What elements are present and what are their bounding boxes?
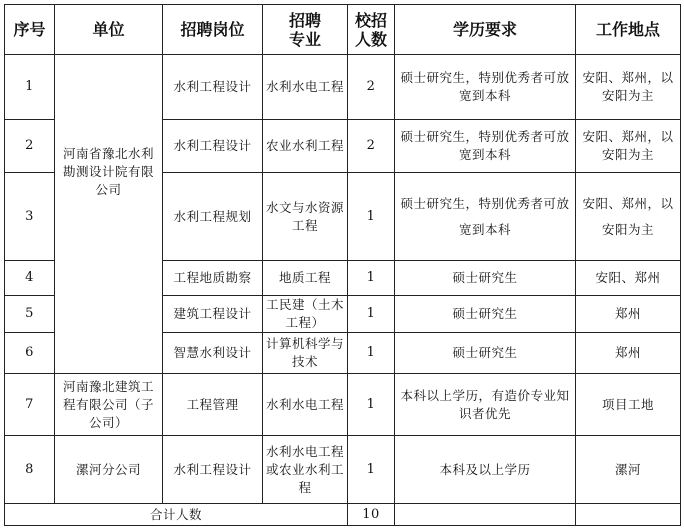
location-cell: 郑州	[576, 296, 681, 333]
position-cell: 工程地质勘察	[163, 261, 263, 296]
education-cell: 本科及以上学历	[395, 436, 576, 504]
education-cell: 硕士研究生，特别优秀者可放宽到本科	[395, 173, 576, 261]
row-index: 3	[5, 173, 55, 261]
header-position: 招聘岗位	[163, 5, 263, 55]
position-cell: 水利工程设计	[163, 436, 263, 504]
count-cell: 1	[348, 296, 395, 333]
major-cell: 农业水利工程	[263, 120, 348, 173]
row-index: 6	[5, 333, 55, 374]
header-count: 校招 人数	[348, 5, 395, 55]
location-cell: 安阳、郑州，以安阳为主	[576, 55, 681, 120]
major-cell: 工民建（土木工程）	[263, 296, 348, 333]
table-row	[5, 374, 681, 436]
total-row	[5, 504, 681, 526]
table-row	[5, 436, 681, 504]
major-cell: 水利水电工程	[263, 374, 348, 436]
education-cell: 硕士研究生	[395, 296, 576, 333]
location-cell: 安阳、郑州，以安阳为主	[576, 173, 681, 261]
major-cell: 计算机科学与技术	[263, 333, 348, 374]
count-cell: 2	[348, 120, 395, 173]
education-cell: 硕士研究生	[395, 333, 576, 374]
unit-name: 河南省豫北水利勘测设计院有限公司	[62, 146, 154, 197]
unit-cell	[55, 374, 163, 436]
count-cell: 1	[348, 374, 395, 436]
table-row	[5, 55, 681, 120]
header-major: 招聘 专业	[263, 5, 348, 55]
location-cell: 漯河	[576, 436, 681, 504]
recruitment-table	[4, 4, 681, 526]
header-index: 序号	[5, 5, 55, 55]
location-cell: 郑州	[576, 333, 681, 374]
row-index: 5	[5, 296, 55, 333]
position-cell: 工程管理	[163, 374, 263, 436]
unit-cell	[55, 55, 163, 374]
unit-name: 漯河分公司	[75, 461, 141, 477]
location-cell: 安阳、郑州，以安阳为主	[576, 120, 681, 173]
unit-name: 河南豫北建筑工程有限公司（子公司）	[62, 378, 154, 430]
header-unit: 单位	[55, 5, 163, 55]
total-empty-education	[395, 504, 576, 526]
count-cell: 1	[348, 333, 395, 374]
count-cell: 1	[348, 261, 395, 296]
header-location: 工作地点	[576, 5, 681, 55]
row-index: 8	[5, 436, 55, 504]
count-cell: 1	[348, 436, 395, 504]
row-index: 7	[5, 374, 55, 436]
education-cell: 硕士研究生，特别优秀者可放宽到本科	[395, 120, 576, 173]
education-cell: 硕士研究生	[395, 261, 576, 296]
education-cell: 本科以上学历，有造价专业知识者优先	[395, 374, 576, 436]
major-cell: 水利水电工程	[263, 55, 348, 120]
major-cell: 水利水电工程或农业水利工程	[263, 436, 348, 504]
row-index: 2	[5, 120, 55, 173]
position-cell: 水利工程规划	[163, 173, 263, 261]
location-cell: 项目工地	[576, 374, 681, 436]
total-label: 合计人数	[5, 504, 348, 526]
row-index: 1	[5, 55, 55, 120]
header-row	[5, 5, 681, 55]
major-cell: 地质工程	[263, 261, 348, 296]
total-empty-location	[576, 504, 681, 526]
total-count: 10	[348, 504, 395, 526]
education-cell: 硕士研究生，特别优秀者可放宽到本科	[395, 55, 576, 120]
unit-cell	[55, 436, 163, 504]
position-cell: 建筑工程设计	[163, 296, 263, 333]
position-cell: 智慧水利设计	[163, 333, 263, 374]
row-index: 4	[5, 261, 55, 296]
position-cell: 水利工程设计	[163, 120, 263, 173]
position-cell: 水利工程设计	[163, 55, 263, 120]
location-cell: 安阳、郑州	[576, 261, 681, 296]
count-cell: 1	[348, 173, 395, 261]
major-cell: 水文与水资源工程	[263, 173, 348, 261]
header-education: 学历要求	[395, 5, 576, 55]
count-cell: 2	[348, 55, 395, 120]
